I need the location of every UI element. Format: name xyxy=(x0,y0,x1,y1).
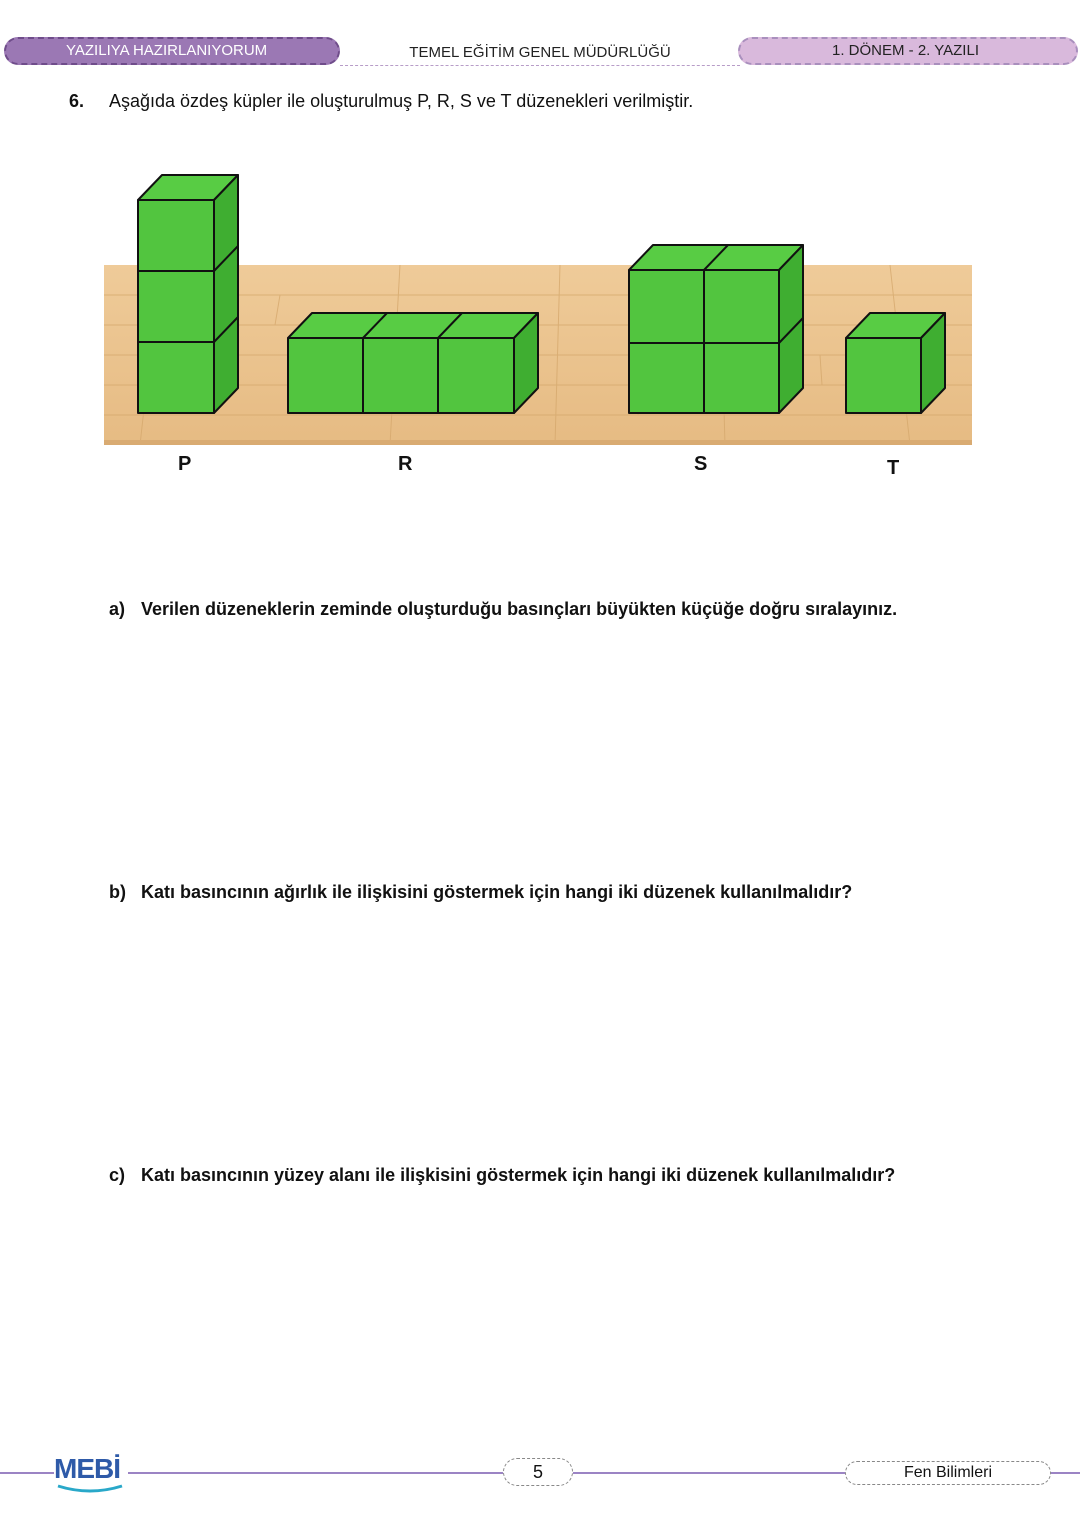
cube-arrangements-figure xyxy=(100,160,980,465)
question-number: 6. xyxy=(69,91,85,111)
subquestion-a-key: a) xyxy=(109,599,126,619)
page-number: 5 xyxy=(503,1458,573,1486)
footer-line-right xyxy=(1051,1472,1080,1474)
subject-label: Fen Bilimleri xyxy=(845,1461,1051,1485)
subquestion-b-text: Katı basıncının ağırlık ile ilişkisini göstermek için hangi iki düzenek kullanılmalıdır? xyxy=(141,882,853,902)
subquestion-b-key: b) xyxy=(109,882,126,902)
footer-line-mid-right xyxy=(573,1472,845,1474)
footer-line-mid-left xyxy=(128,1472,503,1474)
subquestion-c-key: c) xyxy=(109,1165,126,1185)
subquestion-c xyxy=(109,1165,895,1186)
label-t: T xyxy=(887,457,900,479)
subquestion-a xyxy=(109,599,897,620)
arrangement-r-cubes xyxy=(288,313,538,413)
label-p: P xyxy=(178,453,192,475)
label-s: S xyxy=(694,453,708,475)
arrangement-s-cubes xyxy=(629,245,803,413)
header-center-title: TEMEL EĞİTİM GENEL MÜDÜRLÜĞÜ xyxy=(409,44,671,61)
header-left-badge: YAZILIYA HAZIRLANIYORUM xyxy=(4,37,340,65)
mebi-logo: MEBİ xyxy=(54,1453,120,1484)
cube-illustration xyxy=(100,160,980,460)
footer-line-left xyxy=(0,1472,54,1474)
logo-swoosh-icon xyxy=(56,1484,124,1494)
label-r: R xyxy=(398,453,413,475)
arrangement-t-cube xyxy=(846,313,945,413)
subquestion-c-text: Katı basıncının yüzey alanı ile ilişkisini göstermek için hangi iki düzenek kullanılmalıdır? xyxy=(141,1165,896,1185)
question-text: Aşağıda özdeş küpler ile oluşturulmuş P, R, S ve T düzenekleri verilmiştir. xyxy=(109,91,694,111)
header-divider xyxy=(340,65,740,66)
subquestion-b xyxy=(109,882,852,903)
subquestion-a-text: Verilen düzeneklerin zeminde oluşturduğu basınçları büyükten küçüğe doğru sıralayınız. xyxy=(141,599,898,619)
arrangement-p-cubes xyxy=(138,175,238,413)
header-right-badge: 1. DÖNEM - 2. YAZILI xyxy=(738,37,1078,65)
